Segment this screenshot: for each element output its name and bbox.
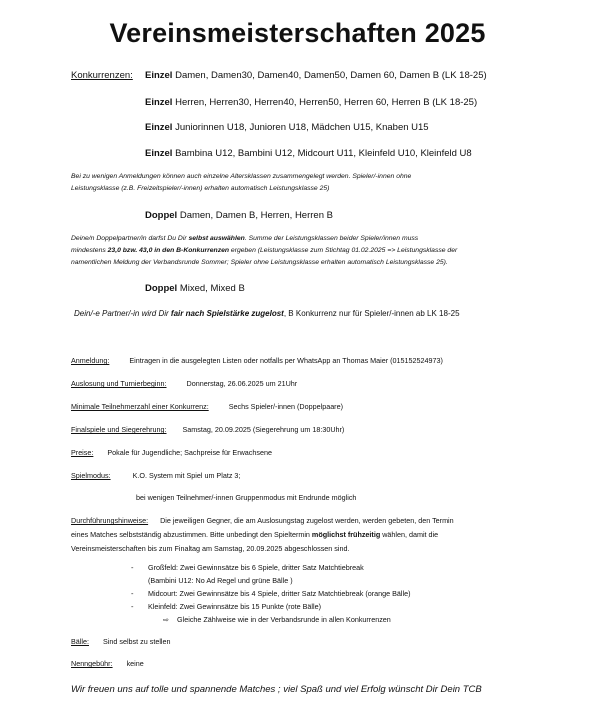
spielmodus-value: K.O. System mit Spiel um Platz 3; [132,471,241,480]
arrow-note-text: Gleiche Zählweise wie in der Verbandsrunde in allen Konkurrenzen [177,615,391,624]
konkurrenzen-label: Konkurrenzen: [71,70,133,81]
anmeldung-label: Anmeldung: [71,356,110,365]
doppel-note-bold: selbst auswählen [188,235,245,242]
arrow-note-row [163,615,391,624]
einzel-kind: Einzel [145,122,173,133]
anmeldung-value: Eintragen in die ausgelegten Listen oder notfalls per WhatsApp an Thomas Maier (015152524973) [129,356,443,365]
mixed-note [74,309,460,318]
arrow-right-icon: ⇨ [163,615,170,624]
minimale-label: Minimale Teilnehmerzahl einer Konkurrenz: [71,402,209,411]
bullet-grossfeld: Großfeld: Zwei Gewinnsätze bis 6 Spiele, dritter Satz Matchtiebreak [148,563,364,572]
spielmodus-value-line2: bei wenigen Teilnehmer/-innen Gruppenmodus mit Endrunde möglich [136,493,357,502]
doppel-kind: Doppel [145,283,178,294]
einzel-kind: Einzel [145,70,173,81]
einzel-text: Herren, Herren30, Herren40, Herren50, Herren 60, Herren B (LK 18-25) [175,97,478,108]
durchfuehrung-text: eines Matches selbstständig abzustimmen. Bitte unbedingt den Spieltermin [71,530,312,539]
doppel-note-text: ergeben (Leistungsklasse zum Stichtag 01.02.2025 => Leistungsklasse der [229,247,458,254]
bullet-dash: - [131,602,134,611]
einzel-row-jugend [145,122,429,133]
doppel-kind: Doppel [145,210,178,221]
doppel-note-bold: 23,0 bzw. 43,0 in den B-Konkurrenzen [107,247,230,254]
bullet-kleinfeld: Kleinfeld: Zwei Gewinnsätze bis 15 Punkte (rote Bälle) [148,602,321,611]
mixed-note-text: , B Konkurrenz nur für Spieler/-innen ab LK 18-25 [283,309,460,318]
durchfuehrung-row [71,516,454,525]
doppel-text: Damen, Damen B, Herren, Herren B [179,210,333,221]
mixed-note-bold: fair nach Spielstärke zugelost [170,309,284,318]
minimale-row [71,402,343,411]
nenngebuehr-row [71,659,144,668]
doppel-note-text: . Summe der Leistungsklassen beider Spieler/innen muss [244,235,419,242]
preise-row [71,448,272,457]
doppel-note-line1 [71,235,418,242]
einzel-kind: Einzel [145,97,173,108]
durchfuehrung-bold: möglichst frühzeitig [311,530,381,539]
bullet-dash: - [131,589,134,598]
baelle-label: Bälle: [71,637,89,646]
durchfuehrung-line3: Vereinsmeisterschaften bis zum Finaltag am Samstag, 20.09.2025 abgeschlossen sind. [71,544,350,553]
bullet-midcourt: Midcourt: Zwei Gewinnsätze bis 4 Spiele, dritter Satz Matchtiebreak (orange Bälle) [148,589,411,598]
nenngebuehr-label: Nenngebühr: [71,659,113,668]
baelle-value: Sind selbst zu stellen [102,637,171,646]
mixed-note-text: Dein/-e Partner/-in wird Dir [74,309,171,318]
doppel-note-line3: namentlichen Meldung der Verbandsrunde Sommer; Spieler ohne Leistungsklasse erhalten automatisch Leistungsklasse 25). [71,259,448,266]
doppel-text: Mixed, Mixed B [179,283,245,294]
auslosung-row [71,379,297,388]
einzel-note-line1: Bei zu wenigen Anmeldungen können auch einzelne Altersklassen zusammengelegt werden. Spieler/-innen ohne [71,173,412,180]
finalspiele-row [71,425,344,434]
preise-label: Preise: [71,448,94,457]
einzel-row-damen [145,70,487,81]
doppel-row [145,210,333,221]
closing-text: Wir freuen uns auf tolle und spannende Matches ; viel Spaß und viel Erfolg wünscht Dir Dein TCB [71,684,482,695]
page-title: Vereinsmeisterschaften 2025 [109,18,486,48]
minimale-value: Sechs Spieler/-innen (Doppelpaare) [228,402,343,411]
doppel-note-text: Deine/n Doppelpartner/in darfst Du Dir [71,235,189,242]
durchfuehrung-line1: Die jeweiligen Gegner, die am Auslosungstag zugelost werden, werden gebeten, den Termin [160,516,454,525]
durchfuehrung-line2 [71,530,438,539]
einzel-text: Juniorinnen U18, Junioren U18, Mädchen U15, Knaben U15 [175,122,429,133]
einzel-text: Damen, Damen30, Damen40, Damen50, Damen 60, Damen B (LK 18-25) [175,70,487,81]
bullet-grossfeld-sub: (Bambini U12: No Ad Regel und grüne Bälle ) [148,576,293,585]
einzel-row-kinder [145,148,472,159]
spielmodus-label: Spielmodus: [71,471,111,480]
einzel-kind: Einzel [145,148,173,159]
anmeldung-row [71,356,443,365]
durchfuehrung-text: wählen, damit die [380,530,439,539]
auslosung-label: Auslosung und Turnierbeginn: [71,379,167,388]
einzel-note-line2: Leistungsklasse (z.B. Freizeitspieler/-innen) erhalten automatisch Leistungsklasse 25) [71,185,330,192]
baelle-row [71,637,171,646]
auslosung-value: Donnerstag, 26.06.2025 um 21Uhr [186,379,298,388]
einzel-row-herren [145,97,477,108]
finalspiele-value: Samstag, 20.09.2025 (Siegerehrung um 18:30Uhr) [182,425,345,434]
spielmodus-row [71,471,240,480]
bullet-dash: - [131,563,134,572]
mixed-row [145,283,245,294]
einzel-text: Bambina U12, Bambini U12, Midcourt U11, Kleinfeld U10, Kleinfeld U8 [175,148,472,159]
finalspiele-label: Finalspiele und Siegerehrung: [71,425,167,434]
preise-value: Pokale für Jugendliche; Sachpreise für Erwachsene [107,448,272,457]
durchfuehrung-label: Durchführungshinweise: [71,516,149,525]
nenngebuehr-value: keine [126,659,144,668]
doppel-note-text: mindestens [71,247,108,254]
doppel-note-line2 [71,247,457,254]
